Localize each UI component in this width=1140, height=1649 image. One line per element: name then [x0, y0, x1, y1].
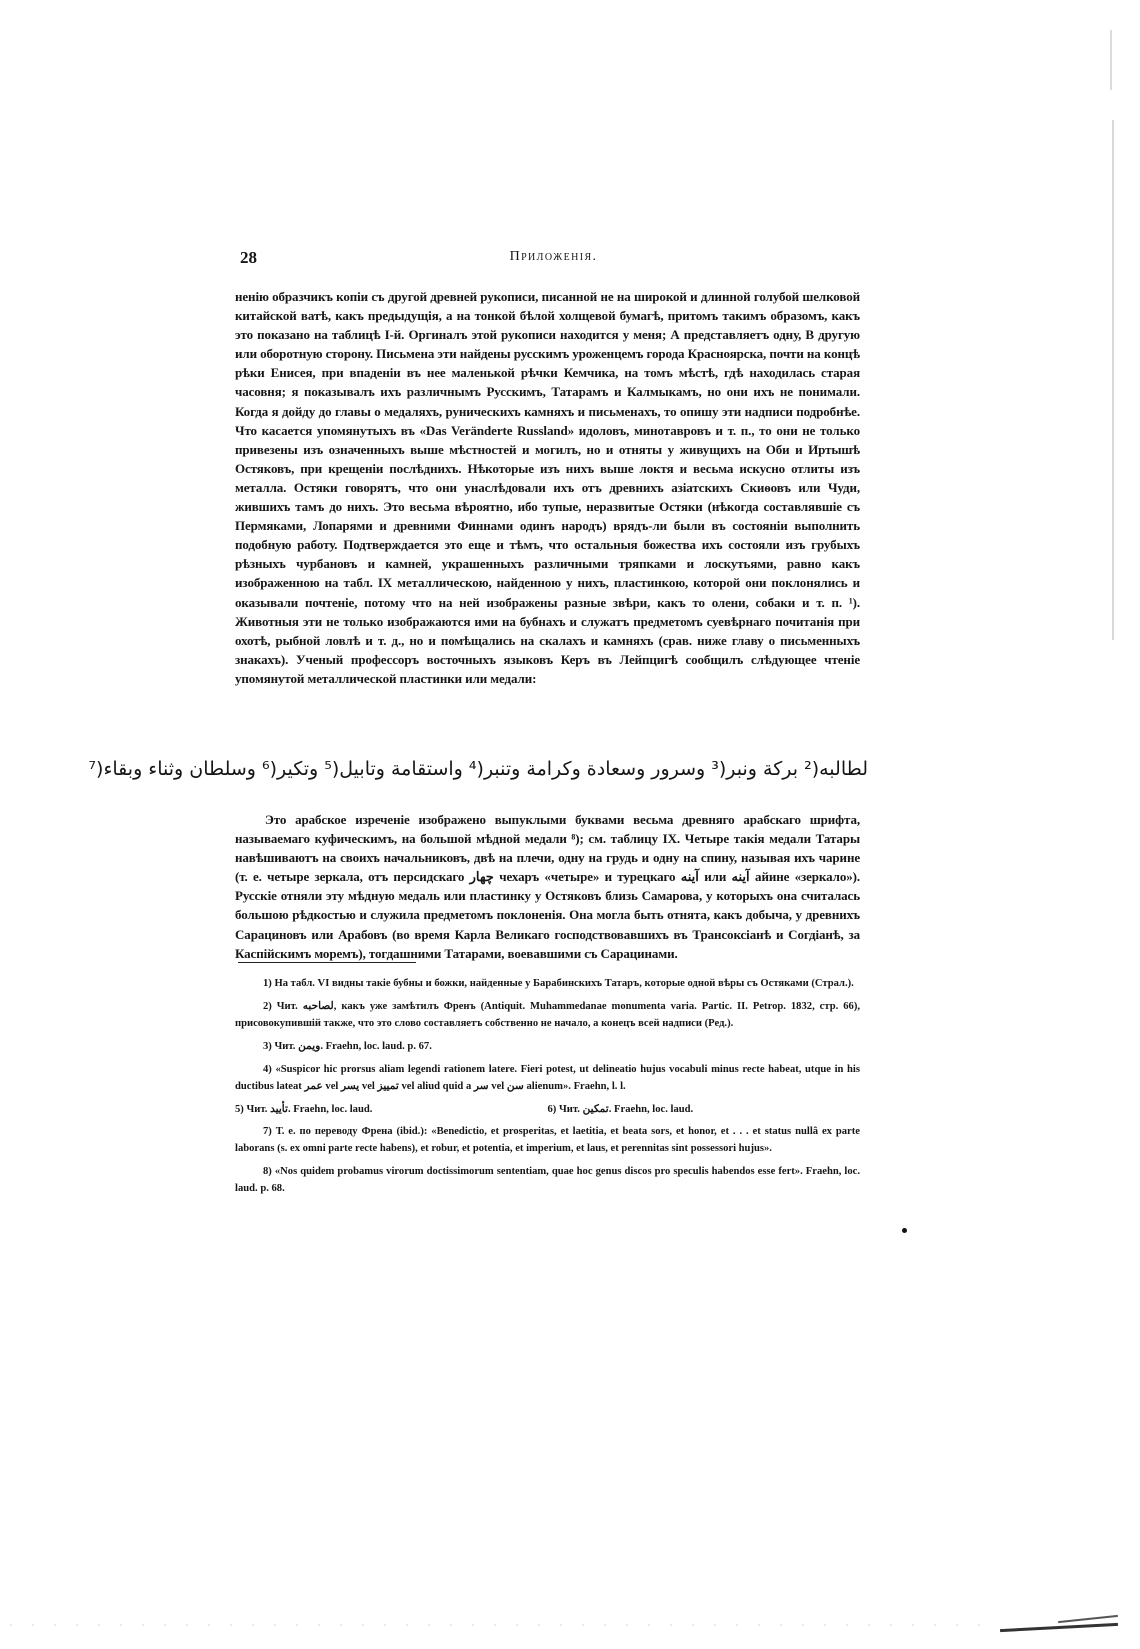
page-header	[240, 248, 867, 272]
paragraph-2: Это арабское изреченіе изображено выпуклыми буквами весьма древняго арабскаго шрифта, называемаго куфическимъ, на большой мѣдной медали ⁸); см. таблицу IX. Четыре такія медали Татары навѣшиваютъ на своихъ начальниковъ, двѣ на плечи, одну на грудь и одну на спину, называя ихъ чарине (т. е. четыре зеркала, отъ персидскаго چهار чехаръ «четыре» и турецкаго آينه или آينه айине «зеркало»). Русскіе отняли эту мѣдную медаль или пластинку у Остяковъ близь Самарова, у которыхъ она считалась большою рѣдкостью и служила предметомъ поклоненія. Она могла быть отнята, какъ добыча, у древнихъ Сарациновъ или Арабовъ (во время Карла Великаго господствовавшихъ въ Трансоксіанѣ и Согдіанѣ, за Каспійскимъ моремъ), тогдашними Татарами, воевавшими съ Сарацинами.	[235, 812, 860, 961]
footnote-3: 3) Чит. ويمن. Fraehn, loc. laud. p. 67.	[263, 1041, 432, 1052]
scan-edge-line	[1112, 120, 1114, 640]
paragraph-1: нeнію образчикъ копіи съ другой древней рукописи, писанной не на широкой и длинной голубой шелковой китайской ватѣ, какъ предыдущія, а на тонкой бѣлой холщевой бумагѣ, притомъ такимъ образомъ, какъ это показано на таблицѣ I-й. Оргиналъ этой рукописи находится у меня; А представляетъ одну, В другую или оборотную сторону. Письмена эти найдены русскимъ уроженцемъ города Красноярска, почти на концѣ рѣки Енисея, при впаденіи въ нее маленькой рѣчки Кемчика, на томъ мѣстѣ, гдѣ находилась старая часовня; я показывалъ ихъ различнымъ Русскимъ, Татарамъ и Калмыкамъ, но они ихъ не понимали. Когда я дойду до главы о медаляхъ, руническихъ камняхъ и письменахъ, то опишу эти надписи подробнѣе. Что касается упомянутыхъ въ «Das Veränderte Russland» идоловъ, минотавровъ и т. п., то они не только привезены изъ означенныхъ выше мѣстностей и могилъ, но и отняты у живущихъ на Оби и Иртышѣ Остяковъ, при крещеніи послѣднихъ. Нѣкоторые изъ нихъ выше локтя и весьма искусно отлиты изъ металла. Остяки говорятъ, что они унаслѣдовали ихъ отъ древнихъ азіатскихъ Скиѳовъ или Чуди, жившихъ тамъ до нихъ. Это весьма вѣроятно, ибо тупые, неразвитые Остяки (нѣкогда составлявшіе съ Пермяками, Лопарями и древними Финнами одинъ народъ) врядъ-ли были въ состояніи выполнить подобную работу. Подтверждается это еще и тѣмъ, что остальныя божества ихъ состояли изъ грубыхъ рѣзныхъ чурбановъ и камней, украшенныхъ различными тряпками и лоскутьями, равно какъ изображенною на табл. IX металлическою, найденною у нихъ, пластинкою, которой они поклонялись и оказывали почтеніе, потому что на ней изображены разные звѣри, какъ то олени, собаки и т. п. ¹). Животныя эти не только изображаются ими на бубнахъ и служатъ предметомъ суевѣрнаго почитанія при охотѣ, рыбной ловлѣ и т. д., но и помѣщались на скалахъ и камняхъ (срав. ниже главу о письменныхъ знакахъ). Ученый профессоръ восточныхъ языковъ Керъ въ Лейпцигѣ сообщилъ слѣдующее чтеніе упомянутой металлической пластинки или медали:	[235, 289, 860, 686]
main-text	[235, 287, 860, 688]
running-title: Приложенія.	[509, 249, 598, 264]
footnote-7: 7) Т. е. по переводу Френа (ibid.): «Benedictio, et prosperitas, et laetitia, et beata sors, et honor, et . . . et status nullâ ex parte laborans (s. ex omni parte recte habens), et robur, et potentia, et imperium, et laus, et perennitas sint possessori hujus».	[235, 1126, 860, 1154]
footnote-1: 1) На табл. VI видны такіе бубны и божки, найденные у Барабинскихъ Татаръ, которые одной вѣры съ Остяками (Страл.).	[263, 978, 854, 989]
scan-streak-2	[1058, 1615, 1118, 1623]
arabic-inscription: لطالبه(² بركة ونبر(³ وسرور وسعادة وكرامة وتنبر(⁴ واستقامة وتابيل(⁵ وتكير(⁶ وسلطان وثناء وبقاء(⁷	[88, 758, 868, 780]
scan-noise	[0, 1622, 1000, 1628]
footnote-separator	[238, 962, 416, 963]
ink-dot	[902, 1228, 907, 1233]
footnote-5: 5) Чит. تأييد. Fraehn, loc. laud.	[235, 1104, 373, 1115]
scan-edge-mark	[1110, 30, 1112, 90]
footnotes	[235, 975, 860, 1203]
footnote-8: 8) «Nos quidem probamus virorum doctissimorum sententiam, quae hoc genus discos pro speculis habendos esse fert». Fraehn, loc. laud. p. 68.	[235, 1166, 860, 1194]
page-number: 28	[240, 248, 257, 267]
footnotes-5-6	[235, 1101, 860, 1118]
main-text-continued	[235, 810, 860, 963]
footnote-6: 6) Чит. تمكين. Fraehn, loc. laud.	[547, 1104, 694, 1115]
scan-streak	[1000, 1623, 1118, 1632]
footnote-4: 4) «Suspicor hic prorsus aliam legendi rationem latere. Fieri potest, ut delineatio hujus vocabuli minus recte habeat, utque in his ductibus lateat عمر vel يسر vel تمييز vel aliud quid a سر vel سن alienum». Fraehn, l. l.	[235, 1064, 860, 1092]
footnote-2: 2) Чит. لصاحبه, какъ уже замѣтилъ Френъ (Antiquit. Muhammedanae monumenta varia. Partic. II. Petrop. 1832, стр. 66), присовокупившій также, что это слово составляетъ собственно не начало, а конецъ всей надписи (Ред.).	[235, 1001, 860, 1029]
